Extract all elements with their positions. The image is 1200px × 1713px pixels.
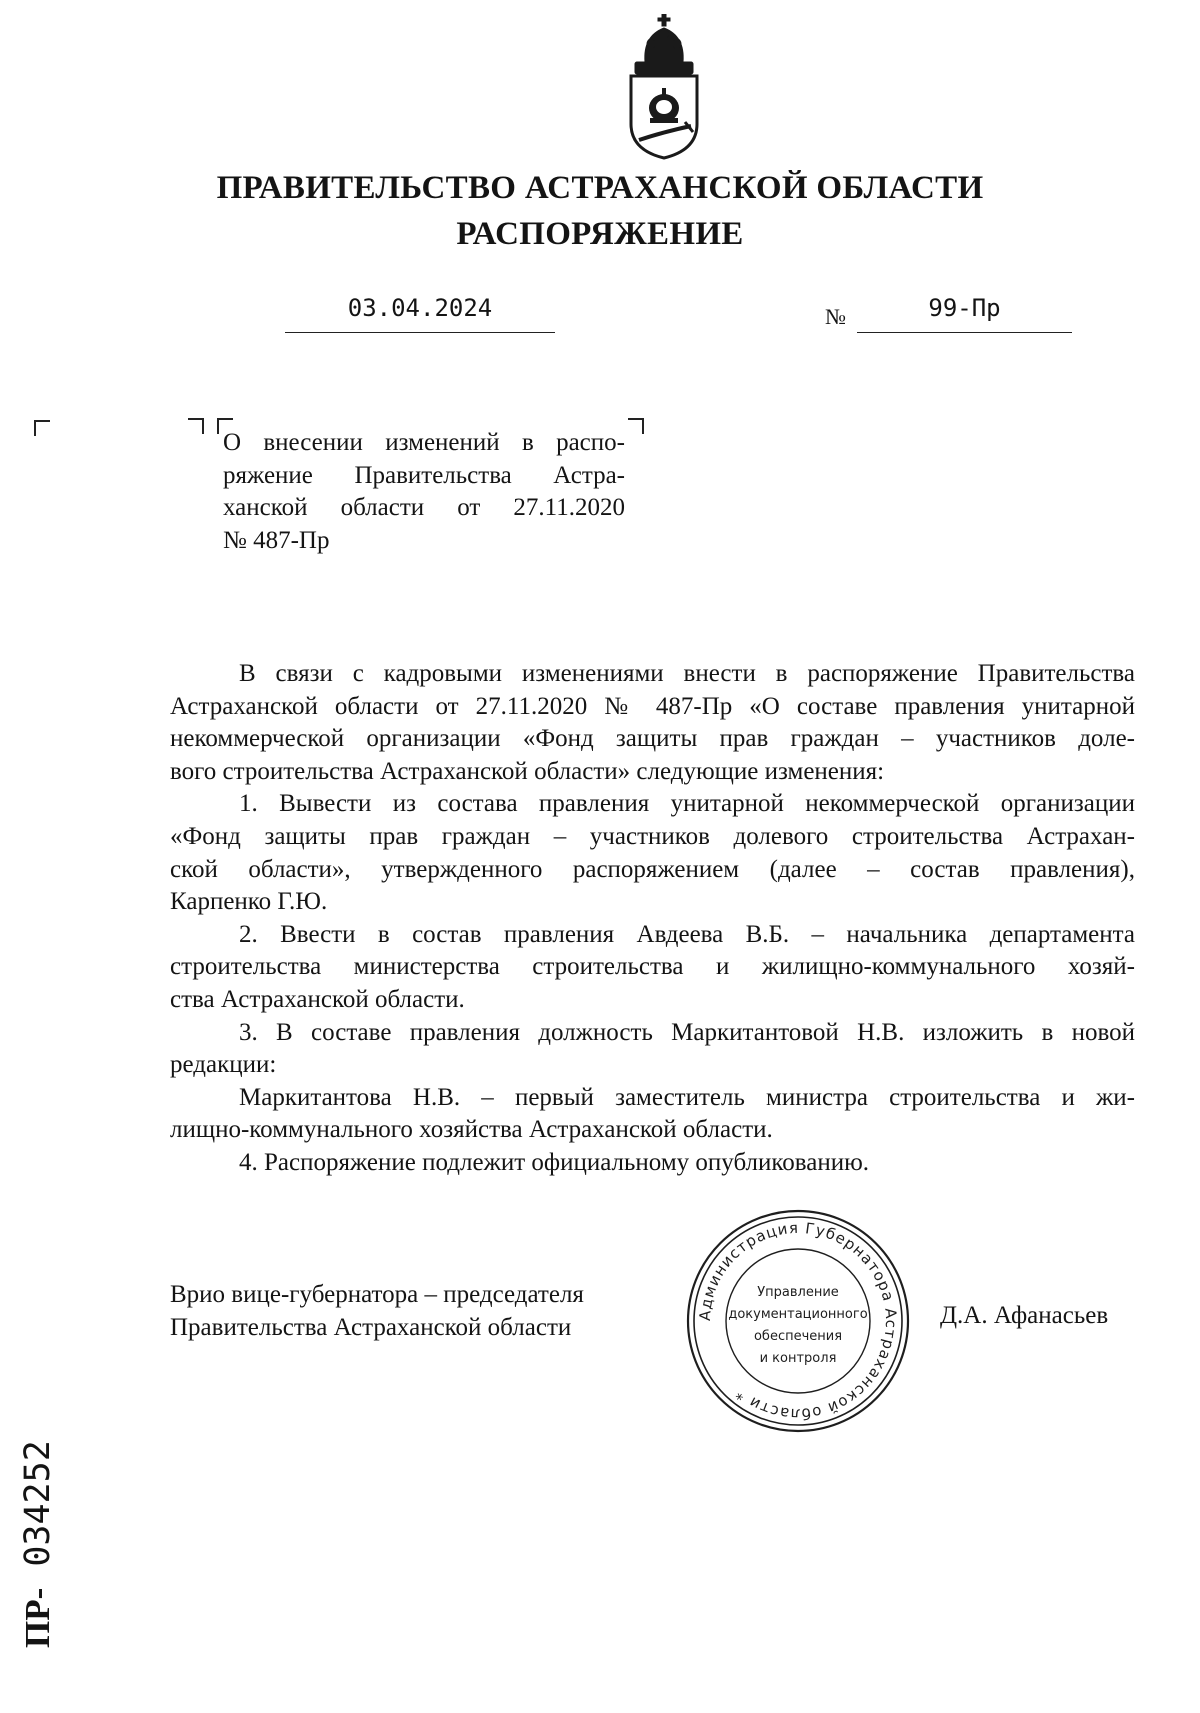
body-line: редакции: xyxy=(170,1051,277,1079)
stamp-ring-text: Администрация Губернатора Астраханской области * xyxy=(695,1218,901,1424)
body-line: ства Астраханской области. xyxy=(170,985,465,1013)
signatory-name: Д.А. Афанасьев xyxy=(940,1302,1109,1329)
stamp-center-line: Управление xyxy=(757,1285,839,1300)
registration-code-prefix: ПР- xyxy=(18,1587,57,1648)
body-line: ской области», утвержденного распоряжением (далее – состав правления), xyxy=(170,855,1135,883)
left-margin-corner-mark xyxy=(34,420,50,436)
body-line: лищно-коммунального хозяйства Астраханской области. xyxy=(170,1116,773,1144)
document-type-title: РАСПОРЯЖЕНИЕ xyxy=(456,216,744,252)
body-line: некоммерческой организации «Фонд защиты прав граждан – участников доле- xyxy=(170,725,1135,753)
body-line: Карпенко Г.Ю. xyxy=(170,888,328,916)
subject-line: ряжение Правительства Астра- xyxy=(223,461,625,489)
number-label: № xyxy=(825,304,846,329)
coat-of-arms-emblem xyxy=(623,14,705,160)
signatory-position xyxy=(170,1278,584,1344)
subject-line: № 487-Пр xyxy=(223,526,330,554)
body-line: строительства министерства строительства и жилищно-коммунального хозяй- xyxy=(170,953,1135,981)
official-stamp xyxy=(683,1206,913,1436)
stamp-center-line: и контроля xyxy=(759,1351,837,1366)
subject-corner-mark-left-a xyxy=(188,418,204,434)
subject-line: ханской области от 27.11.2020 xyxy=(223,494,625,521)
signatory-position-line: Врио вице-губернатора – председателя xyxy=(170,1281,584,1308)
document-number: 99-Пр xyxy=(857,294,1072,333)
government-title: ПРАВИТЕЛЬСТВО АСТРАХАНСКОЙ ОБЛАСТИ xyxy=(216,170,984,206)
body-line: 2. Ввести в состав правления Авдеева В.Б. – начальника департамента xyxy=(239,920,1135,948)
body-line: 1. Вывести из состава правления унитарной некоммерческой организации xyxy=(239,790,1135,818)
stamp-center-line: обеспечения xyxy=(753,1329,843,1344)
subject-corner-mark-right xyxy=(628,418,644,434)
body-line: вого строительства Астраханской области» следующие изменения: xyxy=(170,757,885,785)
stamp-center-line: документационного xyxy=(728,1307,868,1322)
body-line: 4. Распоряжение подлежит официальному опубликованию. xyxy=(239,1148,870,1176)
body-line: Маркитантова Н.В. – первый заместитель министра строительства и жи- xyxy=(239,1083,1135,1111)
subject-line: О внесении изменений в распо- xyxy=(223,429,625,456)
document-date: 03.04.2024 xyxy=(285,294,555,333)
signatory-position-line: Правительства Астраханской области xyxy=(170,1314,572,1341)
registration-code xyxy=(18,1358,58,1648)
document-body xyxy=(170,658,1135,1180)
body-line: В связи с кадровыми изменениями внести в распоряжение Правительства xyxy=(239,660,1135,687)
body-line: 3. В составе правления должность Маркитантовой Н.В. изложить в новой xyxy=(239,1018,1135,1046)
body-line: Астраханской области от 27.11.2020 № 487-Пр «О составе правления унитарной xyxy=(170,692,1135,720)
body-line: «Фонд защиты прав граждан – участников долевого строительства Астрахан- xyxy=(170,822,1135,850)
registration-code-number: 034252 xyxy=(18,1440,58,1567)
document-subject xyxy=(223,427,625,557)
